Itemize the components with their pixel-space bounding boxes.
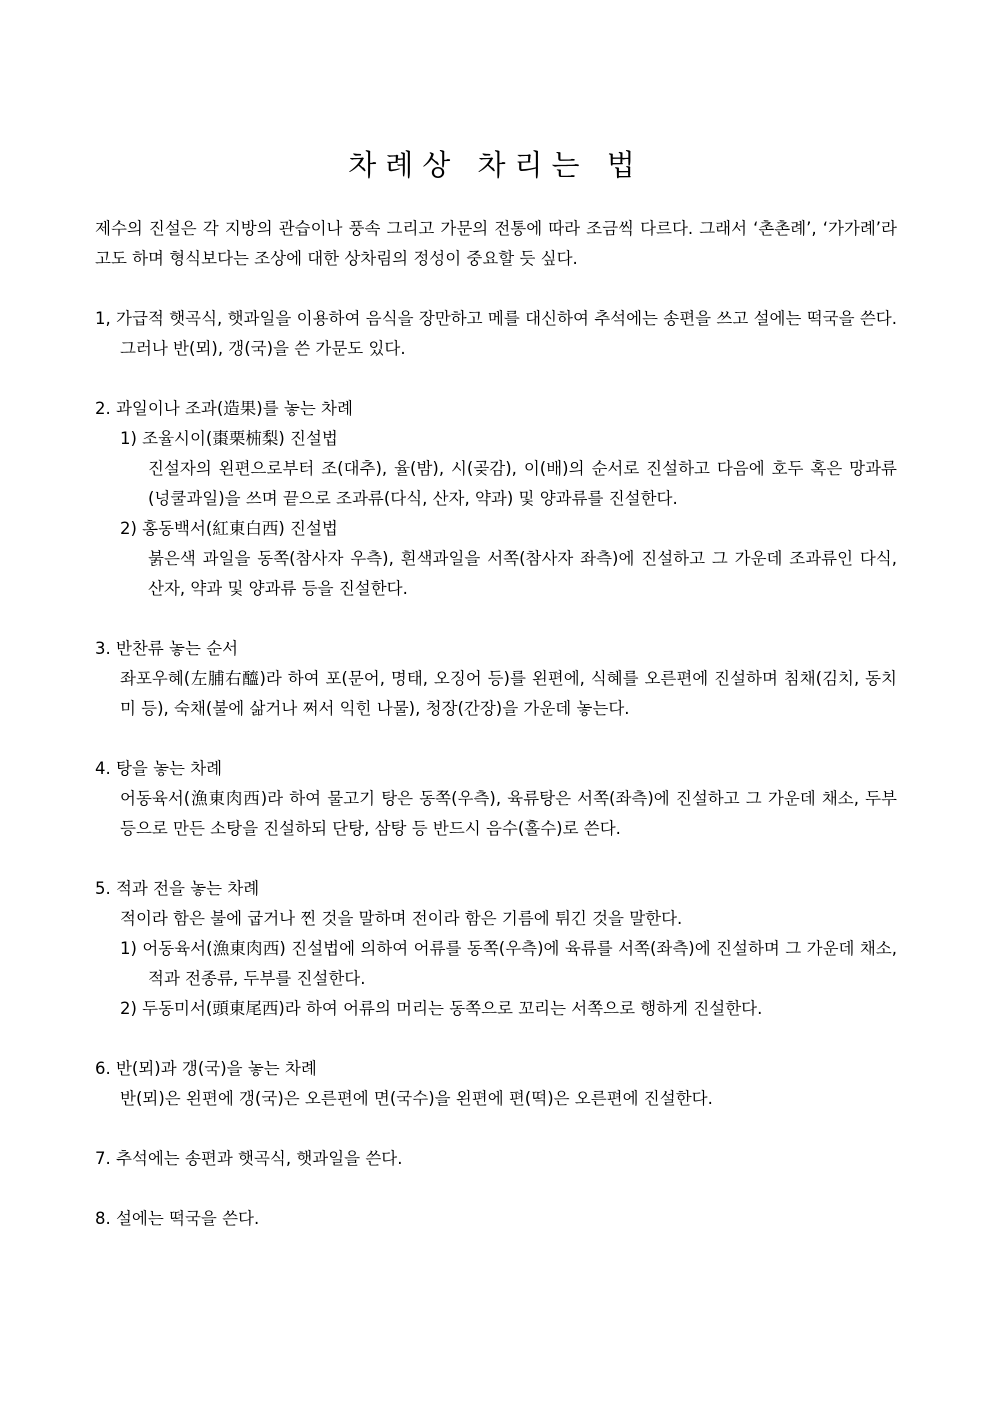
section-3-heading: 3. 반찬류 놓는 순서: [95, 639, 239, 658]
section-5-body: 적이라 함은 불에 굽거나 찐 것을 말하며 전이라 함은 기름에 튀긴 것을 말한다.: [120, 909, 683, 928]
section-8: [95, 1204, 897, 1234]
section-5-item-2: 2) 두동미서(頭東尾西)라 하여 어류의 머리는 동쪽으로 꼬리는 서쪽으로 행하게 진설한다.: [120, 999, 763, 1018]
section-8-heading: 8. 설에는 떡국을 쓴다.: [95, 1209, 260, 1228]
section-7: [95, 1144, 897, 1174]
section-6: [95, 1054, 897, 1114]
page-title: 차례상 차리는 법: [348, 148, 644, 182]
section-2-heading: 2. 과일이나 조과(造果)를 놓는 차례: [95, 399, 353, 418]
section-5: [95, 874, 897, 1024]
section-4-body: 어동육서(漁東肉西)라 하여 물고기 탕은 동쪽(우측), 육류탕은 서쪽(좌측)에 진설하고 그 가운데 채소, 두부 등으로 만든 소탕을 진설하되 단탕, 삼탕 등 반드시 음수(홀수)로 쓴다.: [120, 789, 897, 838]
section-5-item-1: 1) 어동육서(漁東肉西) 진설법에 의하여 어류를 동쪽(우측)에 육류를 서쪽(좌측)에 진설하며 그 가운데 채소, 적과 전종류, 두부를 진설한다.: [120, 939, 897, 988]
section-4: [95, 754, 897, 844]
section-1-text: 1, 가급적 햇곡식, 햇과일을 이용하여 음식을 장만하고 메를 대신하여 추석에는 송편을 쓰고 설에는 떡국을 쓴다. 그러나 반(뫼), 갱(국)을 쓴 가문도 있다.: [95, 309, 897, 358]
section-1: [95, 304, 897, 364]
section-3: [95, 634, 897, 724]
section-2-sub2-body: 붉은색 과일을 동쪽(참사자 우측), 흰색과일을 서쪽(참사자 좌측)에 진설하고 그 가운데 조과류인 다식, 산자, 약과 및 양과류 등을 진설한다.: [148, 549, 897, 598]
section-2: [95, 394, 897, 604]
section-4-heading: 4. 탕을 놓는 차례: [95, 759, 223, 778]
sections: [95, 304, 897, 1264]
section-2-sub2-heading: 2) 홍동백서(紅東白西) 진설법: [120, 519, 338, 538]
section-5-heading: 5. 적과 전을 놓는 차례: [95, 879, 260, 898]
section-6-body: 반(뫼)은 왼편에 갱(국)은 오른편에 면(국수)을 왼편에 편(떡)은 오른편에 진설한다.: [120, 1089, 713, 1108]
intro-paragraph: 제수의 진설은 각 지방의 관습이나 풍속 그리고 가문의 전통에 따라 조금씩 다르다. 그래서 ‘촌촌례’, ‘가가례’라고도 하며 형식보다는 조상에 대한 상차림의 정성이 중요할 듯 싶다.: [95, 219, 897, 268]
section-7-heading: 7. 추석에는 송편과 햇곡식, 햇과일을 쓴다.: [95, 1149, 403, 1168]
section-3-body: 좌포우혜(左脯右醯)라 하여 포(문어, 명태, 오징어 등)를 왼편에, 식혜를 오른편에 진설하며 침채(김치, 동치미 등), 숙채(불에 삶거나 쩌서 익힌 나물), 청장(간장)을 가운데 놓는다.: [120, 669, 897, 718]
section-2-sub1-body: 진설자의 왼편으로부터 조(대추), 율(밤), 시(곶감), 이(배)의 순서로 진설하고 다음에 호두 혹은 망과류(넝쿨과일)을 쓰며 끝으로 조과류(다식, 산자, 약과) 및 양과류를 진설한다.: [148, 459, 897, 508]
section-2-sub1-heading: 1) 조율시이(棗栗枾梨) 진설법: [120, 429, 338, 448]
section-6-heading: 6. 반(뫼)과 갱(국)을 놓는 차례: [95, 1059, 317, 1078]
